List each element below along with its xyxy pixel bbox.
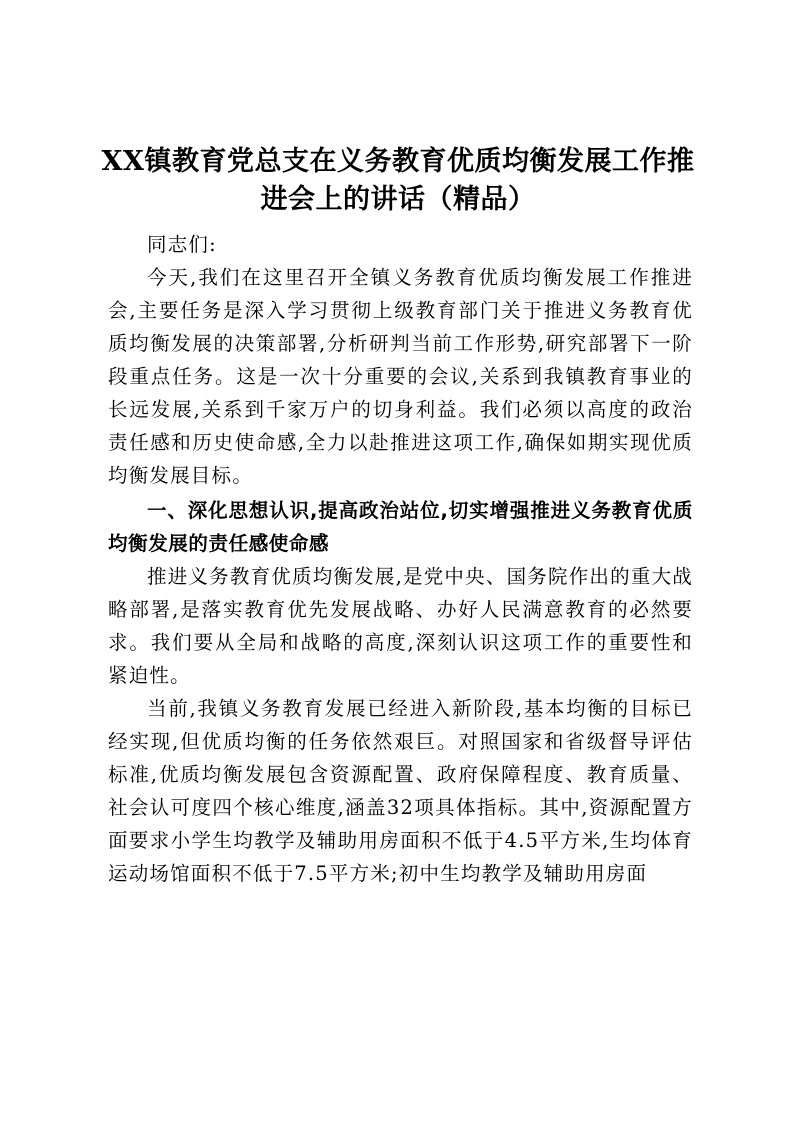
section-heading: 一、深化思想认识,提高政治站位,切实增强推进义务教育优质均衡发展的责任感使命感 [108, 499, 693, 555]
document-title: XX镇教育党总支在义务教育优质均衡发展工作推进会上的讲话（精品） [101, 146, 695, 215]
body-paragraph: 推进义务教育优质均衡发展,是党中央、国务院作出的重大战略部署,是落实教育优先发展战略、办好人民满意教育的必然要求。我们要从全局和战略的高度,深刻认识这项工作的重要性和紧迫性。 [108, 565, 693, 687]
intro-paragraph: 今天,我们在这里召开全镇义务教育优质均衡发展工作推进会,主要任务是深入学习贯彻上级教育部门关于推进义务教育优质均衡发展的决策部署,分析研判当前工作形势,研究部署下一阶段重点任务。这是一次十分重要的会议,关系到我镇教育事业的长远发展,关系到千家万户的切身利益。我们必须以高度的政治责任感和历史使命感,全力以赴推进这项工作,确保如期实现优质均衡发展目标。 [108, 266, 693, 487]
greeting-paragraph: 同志们: [147, 233, 217, 256]
body-paragraph: 当前,我镇义务教育发展已经进入新阶段,基本均衡的目标已经实现,但优质均衡的任务依然艰巨。对照国家和省级督导评估标准,优质均衡发展包含资源配置、政府保障程度、教育质量、社会认可度四个核心维度,涵盖32项具体指标。其中,资源配置方面要求小学生均教学及辅助用房面积不低于4.5平方米,生均体育运动场馆面积不低于7.5平方米;初中生均教学及辅助用房面 [108, 697, 693, 885]
document-body [108, 228, 693, 890]
